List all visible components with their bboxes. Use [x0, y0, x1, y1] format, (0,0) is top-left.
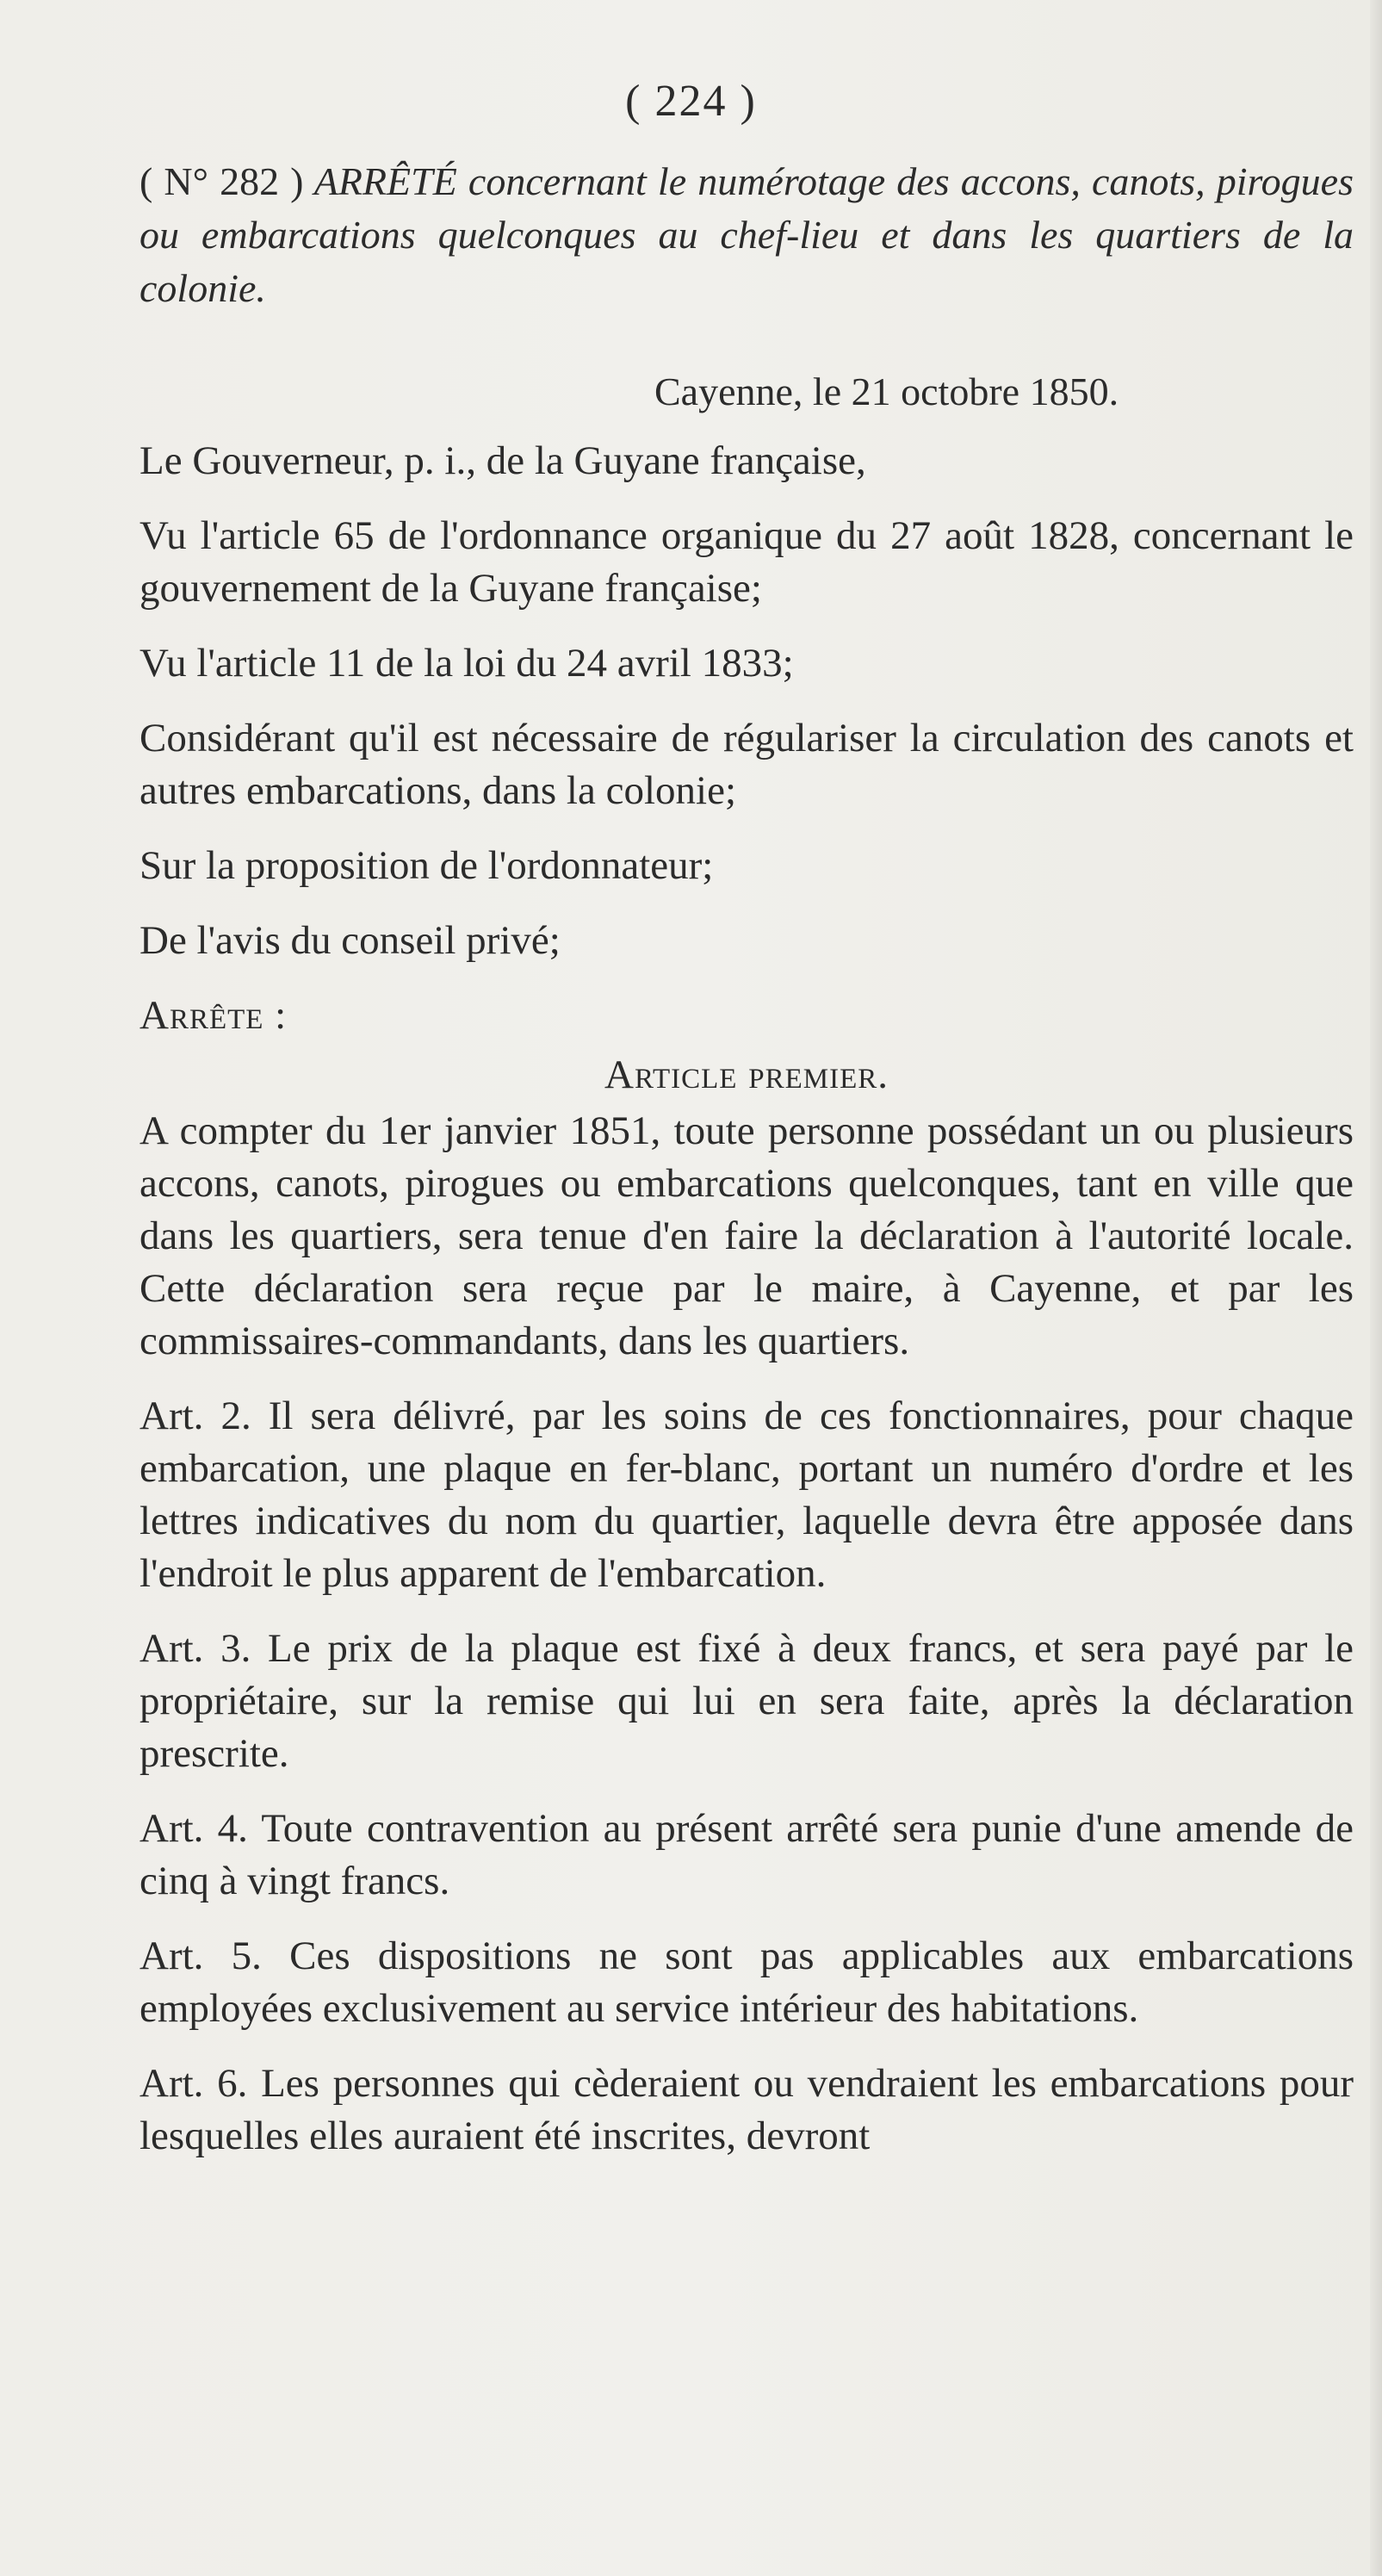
page-edge	[1370, 0, 1382, 2576]
decree-number: ( N° 282 )	[139, 159, 304, 203]
preamble-governor: Le Gouverneur, p. i., de la Guyane française,	[139, 438, 866, 483]
article-2: Art. 2. Il sera délivré, par les soins de ces fonctionnaires, pour chaque embarcation, une plaque en fer-blanc, portant un numéro d'ordre et les lettres indicatives du nom du quartier, laquelle devra être apposée dans l'endroit le plus apparent de l'embarcation.	[139, 1394, 1354, 1596]
decree-body	[139, 435, 1354, 2163]
preamble-ordonnance: Vu l'article 65 de l'ordonnance organique du 27 août 1828, concernant le gouvernement de la Guyane française;	[139, 513, 1354, 611]
date-line: Cayenne, le 21 octobre 1850.	[654, 369, 1119, 413]
preamble-avis: De l'avis du conseil privé;	[139, 918, 561, 963]
preamble-considerant: Considérant qu'il est nécessaire de régulariser la circulation des canots et autres embarcations, dans la colonie;	[139, 716, 1354, 813]
preamble-arrete: Arrête :	[139, 993, 288, 1038]
article-1: A compter du 1er janvier 1851, toute personne possédant un ou plusieurs accons, canots, pirogues ou embarcations quelconques, tant en ville que dans les quartiers, sera tenue d'en faire la déclaration à l'autorité locale. Cette déclaration sera reçue par le maire, à Cayenne, et par les commissaires-commandants, dans les quartiers.	[139, 1108, 1354, 1363]
article-3: Art. 3. Le prix de la plaque est fixé à deux francs, et sera payé par le propriétaire, sur la remise qui lui en sera faite, après la déclaration prescrite.	[139, 1626, 1354, 1776]
article-4: Art. 4. Toute contravention au présent arrêté sera punie d'une amende de cinq à vingt francs.	[139, 1806, 1354, 1903]
decree-title: ARRÊTÉ concernant le numérotage des accons, canots, pirogues ou embarcations quelconques au chef-lieu et dans les quartiers de la colonie.	[139, 159, 1354, 310]
article-6: Art. 6. Les personnes qui cèderaient ou vendraient les embarcations pour lesquelles elles auraient été inscrites, devront	[139, 2061, 1354, 2158]
decree-heading	[139, 155, 1354, 315]
preamble-proposition: Sur la proposition de l'ordonnateur;	[139, 843, 714, 888]
article-5: Art. 5. Ces dispositions ne sont pas applicables aux embarcations employées exclusivement au service intérieur des habitations.	[139, 1934, 1354, 2031]
article-heading: Article premier.	[604, 1052, 889, 1097]
preamble-loi: Vu l'article 11 de la loi du 24 avril 1833;	[139, 641, 794, 686]
page-number: ( 224 )	[625, 77, 757, 126]
